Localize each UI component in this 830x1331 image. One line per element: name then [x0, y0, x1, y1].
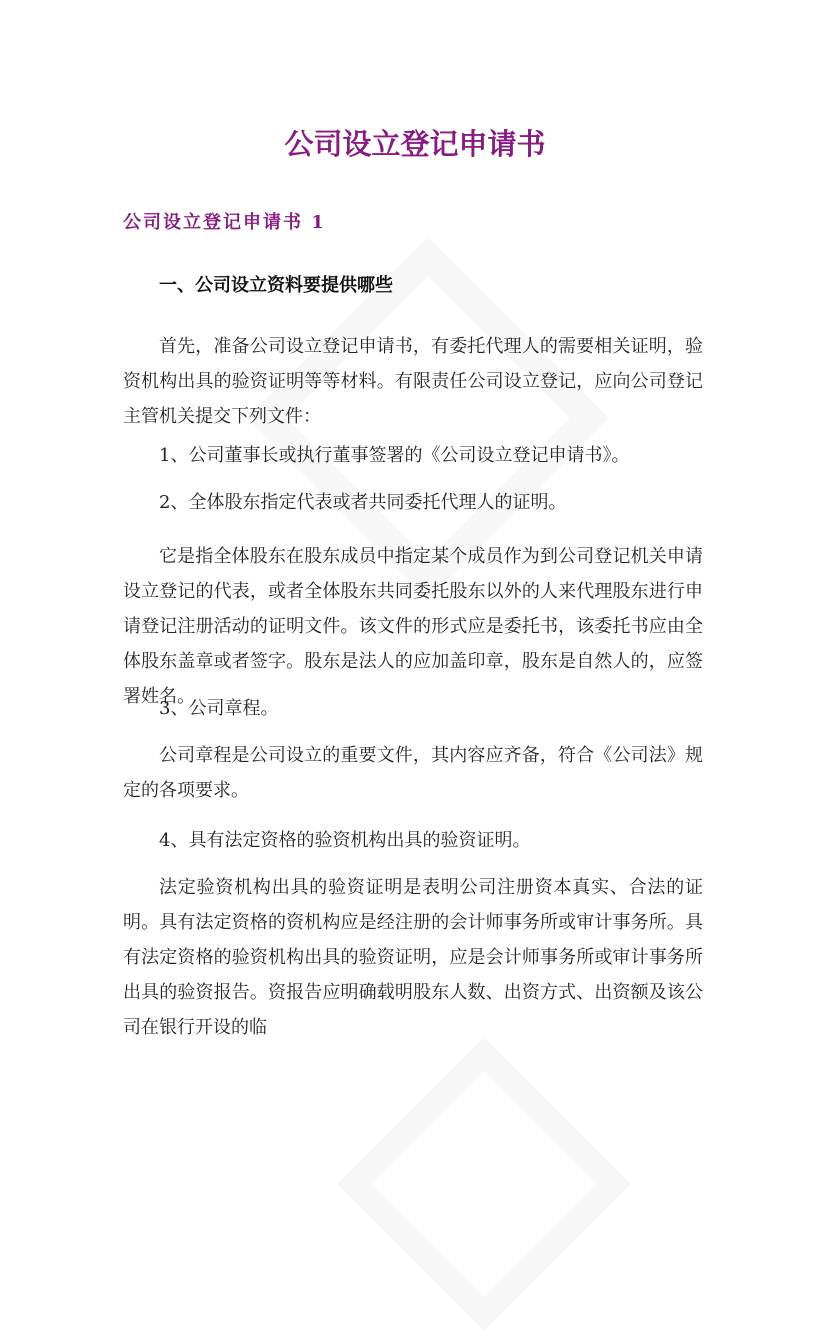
watermark — [337, 1037, 631, 1331]
paragraph: 它是指全体股东在股东成员中指定某个成员作为到公司登记机关申请设立登记的代表，或者全体股东共同委托股东以外的人来代理股东进行申请登记注册活动的证明文件。该文件的形式应是委托书，该委托书应由全体股东盖章或者签字。股东是法人的应加盖印章，股东是自然人的，应签署姓名。 — [123, 546, 703, 707]
list-item: 3、公司章程。 — [159, 698, 279, 719]
list-item: 4、具有法定资格的验资机构出具的验资证明。 — [159, 830, 531, 851]
paragraph: 法定验资机构出具的验资证明是表明公司注册资本真实、合法的证明。具有法定资格的资机构应是经注册的会计师事务所或审计事务所。具有法定资格的验资机构出具的验资证明，应是会计师事务所或审计事务所出具的验资报告。资报告应明确载明股东人数、出资方式、出资额及该公司在银行开设的临 — [123, 877, 703, 1038]
section-heading: 一、公司设立资料要提供哪些 — [159, 275, 393, 296]
list-item: 2、全体股东指定代表或者共同委托代理人的证明。 — [159, 492, 567, 513]
paragraph: 首先，准备公司设立登记申请书，有委托代理人的需要相关证明，验资机构出具的验资证明等等材料。有限责任公司设立登记，应向公司登记主管机关提交下列文件： — [123, 336, 703, 427]
document-title: 公司设立登记申请书 — [284, 127, 546, 161]
document-subtitle: 公司设立登记申请书 1 — [123, 212, 326, 233]
list-item: 1、公司董事长或执行董事签署的《公司设立登记申请书》。 — [159, 445, 630, 466]
paragraph: 公司章程是公司设立的重要文件，其内容应齐备，符合《公司法》规定的各项要求。 — [123, 745, 703, 801]
